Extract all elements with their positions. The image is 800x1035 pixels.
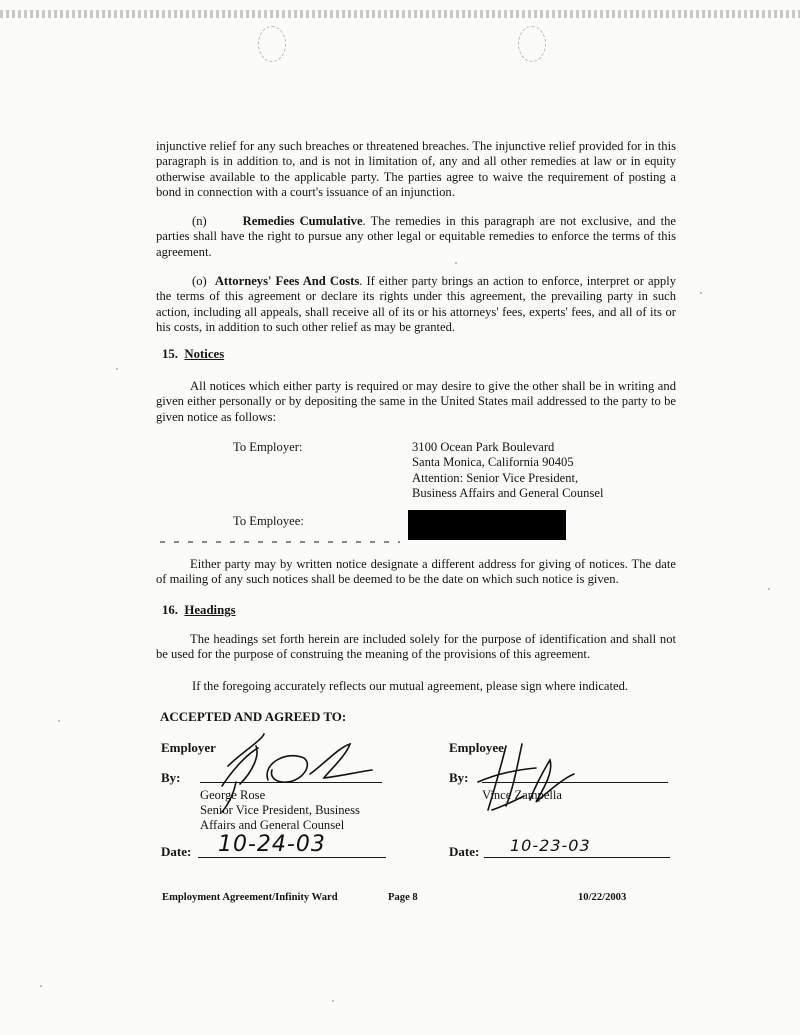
accepted-heading: ACCEPTED AND AGREED TO: bbox=[160, 709, 347, 724]
footer-date: 10/22/2003 bbox=[578, 892, 627, 903]
section-16-number: 16. bbox=[162, 603, 178, 617]
employee-date-line bbox=[484, 857, 670, 858]
employer-address-line: 3100 Ocean Park Boulevard bbox=[412, 440, 555, 454]
headings-paragraph: The headings set forth herein are included solely for the purpose of identification and shall not be used for the purpose of construing the meaning of the provisions of this agreement. bbox=[156, 632, 676, 662]
section-16-heading bbox=[162, 603, 236, 618]
employee-signatory-name: Vince Zampella bbox=[482, 788, 563, 802]
employer-signatory-title: Affairs and General Counsel bbox=[200, 818, 345, 832]
employer-signatory bbox=[200, 788, 360, 833]
employee-date-handwritten: 10-23-03 bbox=[510, 836, 591, 855]
scan-speck bbox=[40, 985, 42, 987]
employer-label: Employer bbox=[161, 740, 216, 755]
punch-hole-mark bbox=[258, 26, 286, 62]
to-employee-label: To Employee: bbox=[233, 514, 304, 528]
paragraph-o-marker: (o) bbox=[192, 274, 207, 288]
continuation-paragraph: injunctive relief for any such breaches or threatened breaches. The injunctive relief provided for in this paragraph is in addition to, and is not in limitation of, any and all other remedies at law or in equity otherwise available to the applicable party. The parties agree to waive the requirement of posting a bond in connection with a court's issuance of an injunction. bbox=[156, 139, 676, 200]
section-15-heading bbox=[162, 347, 224, 362]
employer-address-line: Attention: Senior Vice President, bbox=[412, 470, 579, 485]
paragraph-n-title: Remedies Cumulative bbox=[242, 214, 363, 228]
employer-signatory-name: George Rose bbox=[200, 788, 266, 802]
footer-document-title: Employment Agreement/Infinity Ward bbox=[162, 892, 338, 903]
scan-speck bbox=[58, 720, 60, 722]
scan-edge-artifact bbox=[0, 10, 800, 18]
employee-date-label: Date: bbox=[449, 844, 480, 859]
employer-address-line: Business Affairs and General Counsel bbox=[412, 486, 604, 501]
employer-by-label: By: bbox=[161, 770, 181, 785]
employer-date-handwritten: 10-24-03 bbox=[218, 832, 326, 857]
scan-speck bbox=[768, 588, 770, 590]
employer-address-line: Santa Monica, California 90405 bbox=[412, 455, 574, 470]
footer-page-number: Page 8 bbox=[388, 892, 418, 903]
scan-speck bbox=[700, 292, 702, 294]
scan-speck bbox=[455, 262, 457, 264]
notices-intro: All notices which either party is required or may desire to give the other shall be in writing and given either personally or by depositing the same in the United States mail addressed to the party to be given notice as follows: bbox=[156, 379, 676, 424]
paragraph-n bbox=[156, 214, 676, 260]
employer-date-label: Date: bbox=[161, 844, 192, 859]
notices-closing: Either party may by written notice designate a different address for giving of notices. The date of mailing of any such notices shall be deemed to be the date on which such notice is given. bbox=[156, 557, 676, 587]
employee-by-label: By: bbox=[449, 770, 469, 785]
sign-request: If the foregoing accurately reflects our mutual agreement, please sign where indicated. bbox=[192, 679, 629, 693]
paragraph-n-marker: (n) bbox=[192, 214, 207, 228]
paragraph-o-text: . If either party brings an action to enforce, interpret or apply the terms of this agreement or declare its rights under this agreement, the prevailing party in such action, including all appeals, shall receive all of its or his attorneys' fees, experts' fees, and all of its or his costs, in addition to such other relief as may be granted. bbox=[156, 274, 676, 335]
scan-speck bbox=[116, 368, 118, 370]
employee-label: Employee bbox=[449, 740, 504, 755]
employee-signature bbox=[470, 740, 590, 820]
to-employer-label: To Employer: bbox=[233, 440, 303, 454]
section-15-number: 15. bbox=[162, 347, 178, 361]
punch-hole-mark bbox=[518, 26, 546, 62]
section-16-title: Headings bbox=[184, 603, 236, 617]
paragraph-o bbox=[156, 274, 676, 336]
employer-address bbox=[412, 440, 603, 502]
employer-date-line bbox=[198, 857, 386, 858]
redacted-employee-address bbox=[408, 510, 566, 540]
scan-speck bbox=[332, 1000, 334, 1002]
paragraph-o-title: Attorneys' Fees And Costs bbox=[214, 274, 360, 288]
paragraph-n-text: . The remedies in this paragraph are not exclusive, and the parties shall have the right to pursue any other legal or equitable remedies to enforce the terms of this agreement. bbox=[156, 214, 676, 259]
scan-dash-artifact bbox=[160, 541, 400, 543]
section-15-title: Notices bbox=[184, 347, 225, 361]
employer-signatory-title: Senior Vice President, Business bbox=[200, 803, 360, 817]
